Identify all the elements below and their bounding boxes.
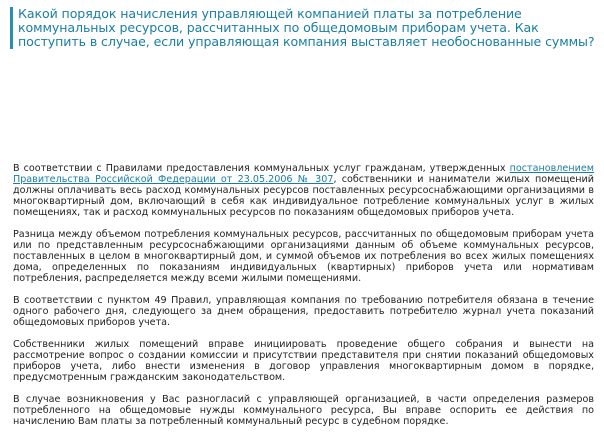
answer-paragraph-2: Разница между объемом потребления коммунальных ресурсов, рассчитанных по общедомовым приборам учета или по представленным ресурсоснабжающими организациями данным об объеме коммунальных ресурсов, поставленных в целом в многоквартирный дом, и суммой объемов их потребления во всех жилых помещениях дома, определенных по показаниям индивидуальных (квартирных) приборов учета или нормативам потребления, распределяется между всеми жилыми помещениями. <box>13 229 594 284</box>
resolution-link[interactable]: постановлением Правительства Российской Федерации от 23.05.2006 № 307 <box>13 163 594 185</box>
answer-paragraph-1-intro: В соответствии с Правилами предоставления коммунальных услуг гражданам, утвержденных <box>13 163 510 174</box>
answer-paragraph-5: В случае возникновения у Вас разногласий с управляющей организацией, в части определения размеров потребленного на общедомовые нужды коммунального ресурса, Вы вправе оспорить ее действия по начислению Вам платы за потребленный коммунальный ресурс в судебном порядке. <box>13 394 594 427</box>
answer-paragraph-4: Собственники жилых помещений вправе инициировать проведение общего собрания и вынести на рассмотрение вопрос о создании комиссии и присутствии представителя при снятии показаний общедомовых приборов учета, либо внести изменения в договор управления многоквартирным домом в порядке, предусмотренным гражданским законодательством. <box>13 339 594 383</box>
question-heading: Какой порядок начисления управляющей компанией платы за потребление коммунальных ресурсов, рассчитанных по общедомовым приборам учета. Как поступить в случае, если управляющая компания выставляет необоснованные суммы? <box>18 6 595 49</box>
answer-paragraph-1 <box>13 163 594 218</box>
answer-paragraph-3: В соответствии с пунктом 49 Правил, управляющая компания по требованию потребителя обязана в течение одного рабочего дня, следующего за днем обращения, предоставить потребителю журнал учета показаний общедомовых приборов учета. <box>13 295 594 328</box>
question-block <box>10 7 598 49</box>
answer-paragraph-1-rest: , собственники и наниматели жилых помещений должны оплачивать весь расход коммунальных ресурсов поставленных ресурсоснабжающими организациями в многоквартирный дом, включающий в себя как индивидуальное потребление коммунальных услуг в жилых помещениях, так и расход коммунальных ресурсов по показаниям общедомовых приборов учета. <box>13 174 595 218</box>
answer-body <box>13 163 594 438</box>
